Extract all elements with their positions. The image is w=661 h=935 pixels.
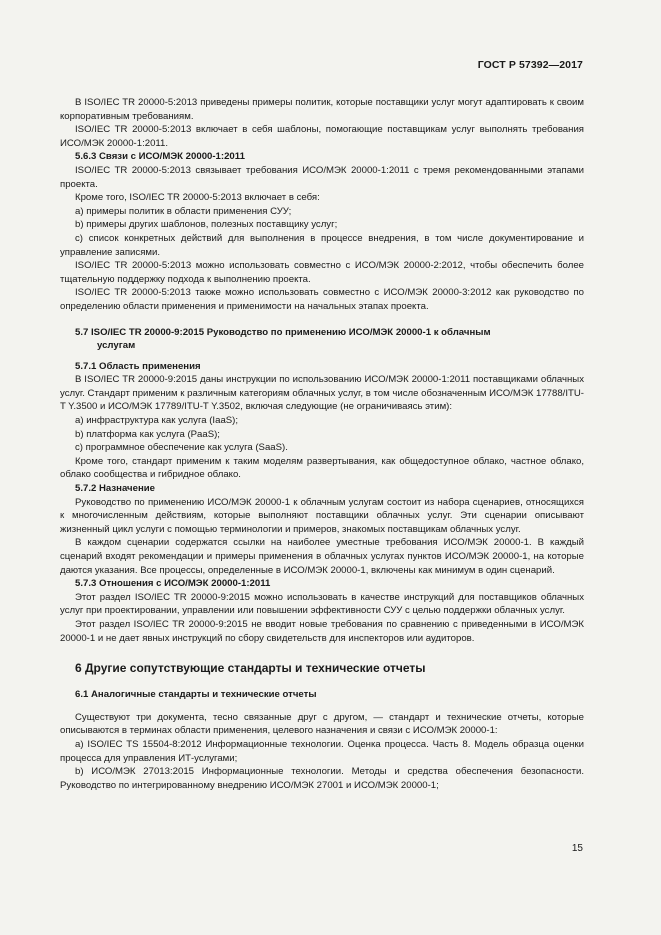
paragraph: В ISO/IEC TR 20000-5:2013 приведены примеры политик, которые поставщики услуг могут адаптировать к своим корпоративным требованиям. [60, 97, 584, 122]
paragraph: Существуют три документа, тесно связанные друг с другом, — стандарт и технические отчеты, которые описываются в терминах области применения, целевого назначения и связи с ИСО/МЭК 20000-1: [60, 711, 584, 737]
paragraph: Кроме того, стандарт применим к таким моделям развертывания, как общедоступное облако, частное облако, облако сообщества и гибридное облако. [60, 455, 584, 481]
document-body [60, 96, 584, 792]
list-item: c) список конкретных действий для выполнения в процессе внедрения, в том числе документирование и управление записями. [60, 232, 584, 258]
paragraph: Этот раздел ISO/IEC TR 20000-9:2015 можно использовать в качестве инструкций для поставщиков облачных услуг при проектировании, управлении или повышении эффективности СУУ с целью поддержки облачных услуг. [60, 591, 584, 617]
section-heading-6: 6 Другие сопутствующие стандарты и технические отчеты [75, 661, 426, 676]
section-heading-5-7-line2: услугам [97, 340, 136, 352]
paragraph: Кроме того, ISO/IEC TR 20000-5:2013 включает в себя: [75, 192, 320, 204]
paragraph: ISO/IEC TR 20000-5:2013 также можно использовать совместно с ИСО/МЭК 20000-3:2012 как руководство по определению области применения и применимости на начальных этапах проекта. [60, 287, 584, 312]
section-heading-5-7-1: 5.7.1 Область применения [75, 360, 201, 372]
section-heading-5-7-3: 5.7.3 Отношения с ИСО/МЭК 20000-1:2011 [75, 578, 271, 590]
list-item: b) примеры других шаблонов, полезных поставщику услуг; [75, 219, 338, 231]
document-standard-number: ГОСТ Р 57392—2017 [477, 59, 583, 71]
paragraph: ISO/IEC TR 20000-5:2013 связывает требования ИСО/МЭК 20000-1:2011 с тремя рекомендованными этапами проекта. [60, 164, 584, 190]
list-item: c) программное обеспечение как услуга (SaaS). [75, 442, 288, 454]
section-heading-5-7-line1: 5.7 ISO/IEC TR 20000-9:2015 Руководство по применению ИСО/МЭК 20000-1 к облачным [75, 326, 491, 338]
section-heading-5-7-2: 5.7.2 Назначение [75, 483, 155, 495]
list-item: a) примеры политик в области применения СУУ; [75, 205, 292, 217]
paragraph: ISO/IEC TR 20000-5:2013 можно использовать совместно с ИСО/МЭК 20000-2:2012, чтобы обеспечить более тщательную поддержку подхода к выполнению проекта. [60, 260, 584, 285]
list-item: b) ИСО/МЭК 27013:2015 Информационные технологии. Методы и средства обеспечения безопасности. Руководство по интегрированному внедрению ИСО/МЭК 27001 и ИСО/МЭК 20000-1; [60, 766, 584, 791]
list-item: a) ISO/IEC TS 15504-8:2012 Информационные технологии. Оценка процесса. Часть 8. Модель образца оценки процесса для управления ИТ-услугами; [60, 738, 584, 764]
paragraph: Этот раздел ISO/IEC TR 20000-9:2015 не вводит новые требования по сравнению с приведенными в ИСО/МЭК 20000-1 и не дает явных инструкций по сбору свидетельств для инспекторов или аудиторов. [60, 618, 584, 644]
section-heading-5-7 [60, 326, 584, 353]
paragraph: ISO/IEC TR 20000-5:2013 включает в себя шаблоны, помогающие поставщикам услуг выполнять требования ИСО/МЭК 20000-1:2011. [60, 124, 584, 149]
paragraph: В каждом сценарии содержатся ссылки на наиболее уместные требования ИСО/МЭК 20000-1. В каждый сценарий входят рекомендации и примеры применения в облачных услугах пунктов ИСО/МЭК 20000-1, на которые даются указания. Все процессы, определенные в ИСО/МЭК 20000-1, включены как минимум в один сценарий. [60, 537, 584, 576]
list-item: a) инфраструктура как услуга (IaaS); [75, 415, 239, 427]
section-heading-6-1: 6.1 Аналогичные стандарты и технические отчеты [75, 689, 317, 701]
list-item: b) платформа как услуга (PaaS); [75, 428, 220, 440]
paragraph: Руководство по применению ИСО/МЭК 20000-1 к облачным услугам состоит из набора сценариев, относящихся к многочисленным действиям, которые выполняют поставщики облачных услуг. Эти сценарии описывают жизненный цикл услуги с помощью терминологии и примеров, знакомых поставщикам облачных услуг. [60, 496, 584, 535]
page-number: 15 [571, 843, 583, 854]
section-heading-5-6-3: 5.6.3 Связи с ИСО/МЭК 20000-1:2011 [75, 151, 245, 163]
paragraph: В ISO/IEC TR 20000-9:2015 даны инструкции по использованию ИСО/МЭК 20000-1:2011 поставщиками облачных услуг. Стандарт применим к различным категориям облачных услуг, в том числе обозначенным ИСО/МЭК 17788/ITU-T Y.3500 и ИСО/МЭК 17789/ITU-T Y.3502, включая следующие (не ограничиваясь этим): [60, 374, 584, 413]
